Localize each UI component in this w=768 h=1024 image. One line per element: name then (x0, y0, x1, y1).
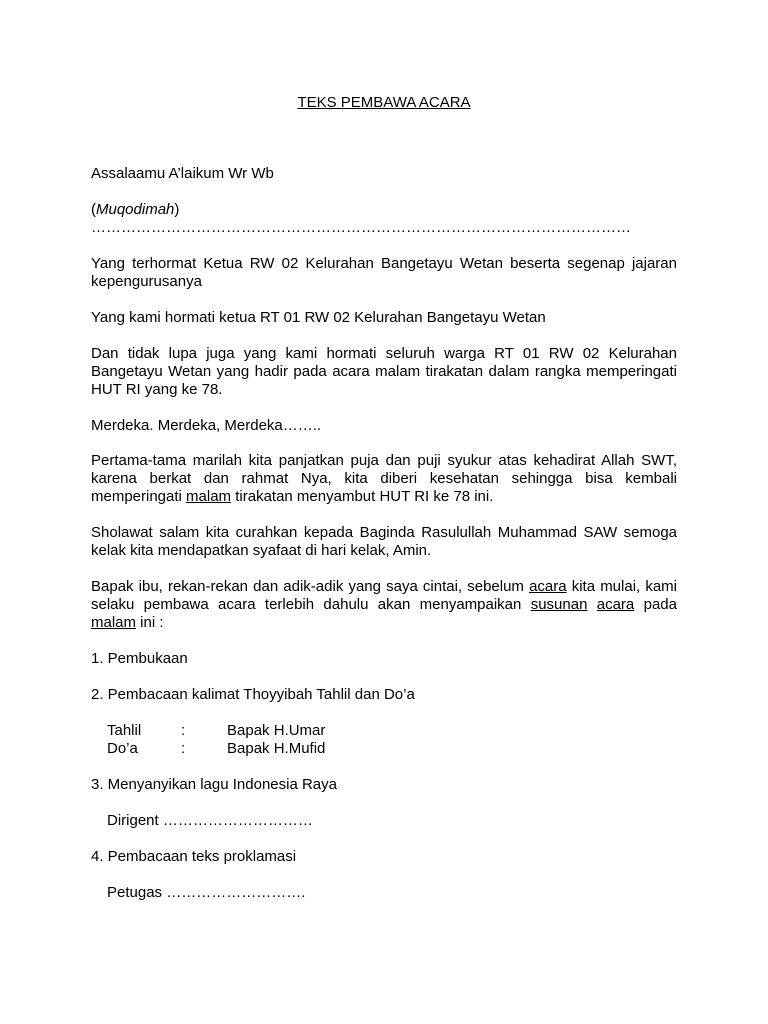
muqodimah-line (91, 201, 677, 219)
greeting: Assalaamu A’laikum Wr Wb (91, 165, 274, 182)
muqodimah-label: Muqodimah (96, 201, 175, 218)
paragraph-6: Sholawat salam kita curahkan kepada Baginda Rasulullah Muhammad SAW semoga kelak kita mendapatkan syafaat di hari kelak, Amin. (91, 524, 677, 559)
document-title: TEKS PEMBAWA ACARA (297, 94, 471, 111)
paragraph-7-u4: malam (91, 614, 137, 631)
role-label: Tahlil (107, 722, 142, 739)
paragraph-7 (91, 578, 677, 632)
paragraph-3: Dan tidak lupa juga yang kami hormati seluruh warga RT 01 RW 02 Kelurahan Bangetayu Wetan yang hadir pada acara malam tirakatan dalam rangka memperingati HUT RI yang ke 78. (91, 345, 677, 398)
muqodimah-close: ) (174, 201, 180, 218)
paragraph-5-a: Pertama-tama marilah kita panjatkan puja dan puji syukur atas kehadirat Allah SWT, karena berkat dan rahmat Nya, kita diberi kesehatan sehingga bisa kembali memperingati (91, 452, 677, 505)
list-item-4: 4. Pembacaan teks proklamasi (91, 848, 297, 865)
paragraph-5-underline: malam (186, 488, 232, 505)
paragraph-1: Yang terhormat Ketua RW 02 Kelurahan Bangetayu Wetan beserta segenap jajaran kepengurusanya (91, 255, 677, 290)
role-row-tahlil (107, 722, 325, 740)
role-separator: : (181, 740, 186, 757)
paragraph-4: Merdeka. Merdeka, Merdeka…….. (91, 417, 322, 434)
paragraph-7-u1: acara (529, 578, 567, 595)
petugas-line: Petugas ………………………. (107, 884, 306, 901)
paragraph-7-a: Bapak ibu, rekan-rekan dan adik-adik yang saya cintai, sebelum (91, 578, 530, 595)
paragraph-7-b: kita mulai, kami selaku pembawa acara terlebih dahulu akan menyampaikan (91, 578, 677, 613)
paragraph-2: Yang kami hormati ketua RT 01 RW 02 Kelurahan Bangetayu Wetan (91, 309, 546, 326)
list-item-2: 2. Pembacaan kalimat Thoyyibah Tahlil dan Do’a (91, 686, 415, 703)
list-item-3: 3. Menyanyikan lagu Indonesia Raya (91, 776, 337, 793)
role-person: Bapak H.Umar (227, 722, 326, 739)
list-item-1: 1. Pembukaan (91, 650, 188, 667)
paragraph-7-d: pada (634, 596, 677, 613)
role-person: Bapak H.Mufid (227, 740, 326, 757)
muqodimah-dots: ……………………………………………………………………………………………… (91, 219, 631, 236)
paragraph-7-u2: susunan (530, 596, 588, 613)
paragraph-7-u3: acara (596, 596, 635, 613)
paragraph-7-c (587, 596, 596, 613)
muqodimah-open: ( (91, 201, 96, 218)
role-label: Do’a (107, 740, 138, 757)
paragraph-5 (91, 452, 677, 506)
paragraph-7-e: ini : (136, 614, 164, 631)
dirigent-line: Dirigent ………………………… (107, 812, 313, 829)
paragraph-5-b: tirakatan menyambut HUT RI ke 78 ini. (231, 488, 494, 505)
role-row-doa (107, 740, 325, 758)
role-separator: : (181, 722, 186, 739)
